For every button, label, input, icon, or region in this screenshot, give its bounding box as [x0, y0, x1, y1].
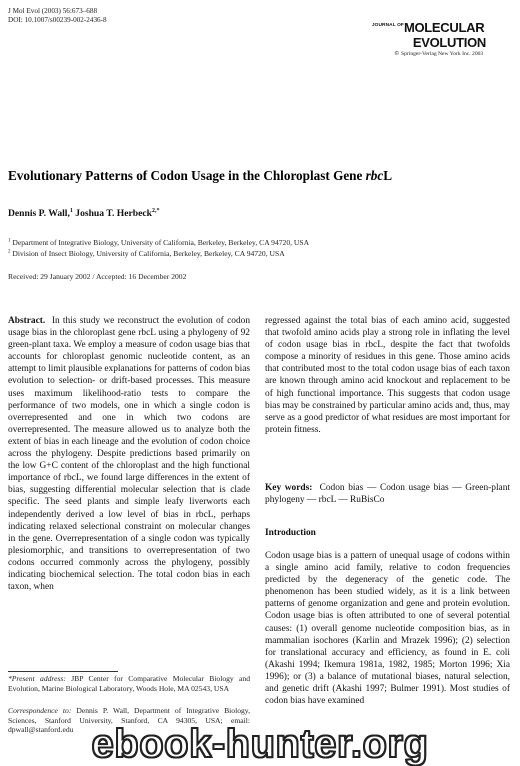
watermark: ebook-hunter.org [91, 722, 429, 766]
title-main: Evolutionary Patterns of Codon Usage in the Chloroplast Gene [8, 168, 366, 183]
footnote-divider [8, 671, 118, 672]
affiliation-1 [8, 238, 309, 247]
keywords [265, 482, 510, 506]
affiliation-1-text: Department of Integrative Biology, University of California, Berkeley, Berkeley, CA 94720, USA [12, 238, 310, 247]
abstract-column [8, 315, 250, 593]
correspondence-text: Dennis P. Wall, Department of Integrative Biology, Sciences, Stanford University, Stanford, CA 94305, USA; email: dpwall@stanford.edu [8, 706, 250, 735]
journal-logo [372, 19, 486, 48]
article-title [8, 168, 392, 184]
introduction-heading: Introduction [265, 528, 316, 538]
title-suffix: L [383, 168, 393, 183]
present-address-footnote [8, 674, 250, 693]
affiliation-1-marker: 1 [8, 238, 11, 244]
affiliation-2 [8, 249, 285, 258]
author-list [8, 208, 159, 219]
affiliation-2-text: Division of Insect Biology, University of California, Berkeley, Berkeley, CA 94720, USA [12, 249, 285, 258]
author-2-affil: 2,* [151, 208, 160, 214]
copyright-notice [394, 51, 483, 57]
abstract-heading: Abstract. [8, 316, 46, 326]
affiliation-2-marker: 2 [8, 249, 11, 255]
author-2: Joshua T. Herbeck [75, 208, 152, 220]
introduction-body [265, 550, 510, 707]
journal-logo-small: JOURNAL OF [371, 23, 404, 28]
abstract-text: In this study we reconstruct the evolution of codon usage bias in the chloroplast gene rbcL using a phylogeny of 92 green-plant taxa. We employ a measure of codon usage bias that accounts for chloroplast genomic nucleotide content, as an attempt to limit plausible explanations for patterns of codon bias evolution to selection- or drift-based processes. This measure uses maximum likelihood-ratio tests to compare the performance of two models, one in which a single codon is overrepresented and one in which two codons are overrepresented. The measure allowed us to analyze both the extent of bias in each lineage and the evolution of codon choice across the phylogeny. Despite predictions based primarily on the low G+C content of the chloroplast and the high functional importance of rbcL, we found large differences in the extent of bias, suggesting differential molecular selection that is clade specific. The seed plants and simple leafy liverworts each independently derived a low level of bias in rbcL, perhaps indicating relaxed selectional constraint on molecular changes in the gene. Overrepresentation of a single codon was typically plesiomorphic, and transitions to overrepresentation of two codons occurred commonly across the phylogeny, possibly indicating biochemical selection. The total codon bias in each taxon, when [8, 316, 251, 593]
keywords-label: Key words: [265, 483, 313, 493]
journal-logo-line2: EVOLUTION [412, 35, 486, 50]
journal-citation-block [8, 7, 107, 25]
keywords-text: Codon bias — Codon usage bias — Green-plant phylogeny — rbcL — RuBisCo [265, 483, 511, 506]
received-accepted-dates: Received: 29 January 2002 / Accepted: 16 December 2002 [8, 272, 187, 281]
author-1: Dennis P. Wall, [8, 208, 70, 220]
present-address-text: JBP Center for Comparative Molecular Biology and Evolution, Marine Biological Laboratory, Woods Hole, MA 02543, USA [8, 674, 251, 693]
author-1-affil: 1 [69, 208, 73, 214]
journal-citation: J Mol Evol (2003) 56:673–688 [8, 7, 98, 15]
doi: DOI: 10.1007/s00239-002-2436-8 [8, 16, 107, 24]
introduction-text: Codon usage bias is a pattern of unequal usage of codons within a single amino acid family, relative to codon frequencies predicted by the degeneracy of the genetic code. The phenomenon has been studied widely, as it is a link between patterns of genome organization and gene and protein evolution. Codon usage bias is often attributed to one of several potential causes: (1) overall genome nucleotide composition bias, as in mammalian isochores (Karlin and Mrazek 1996); (2) selection for translational accuracy and efficiency, as found in E. coli (Akashi 1994; Ikemura 1981a, 1982, 1985; Morton 1996; Xia 1996); or (3) a balance of mutational biases, natural selection, and genetic drift (Akashi 1997; Bulmer 1991). Most studies of codon bias have examined [265, 551, 510, 707]
journal-logo-line1: MOLECULAR [403, 20, 485, 35]
copyright-text: Springer-Verlag New York Inc. 2003 [401, 51, 484, 57]
present-address-label: *Present address: [8, 674, 66, 683]
correspondence-label: Correspondence to: [8, 706, 72, 715]
title-gene: rbc [365, 168, 384, 183]
abstract-text-continued: regressed against the total bias of each amino acid, suggested that twofold amino acids play a strong role in inflating the level of codon usage bias in rbcL, despite the fact that twofolds compose a minority of residues in this gene. Those amino acids that contributed most to the total codon usage bias of each taxon are known through amino acid knockout and replacement to be of high functional importance. This suggests that codon usage bias may be constrained by particular amino acids and, thus, may serve as a good predictor of what residues are most important for protein fitness. [265, 316, 510, 435]
abstract-continued [265, 315, 510, 436]
copyright-symbol: © [394, 51, 400, 57]
